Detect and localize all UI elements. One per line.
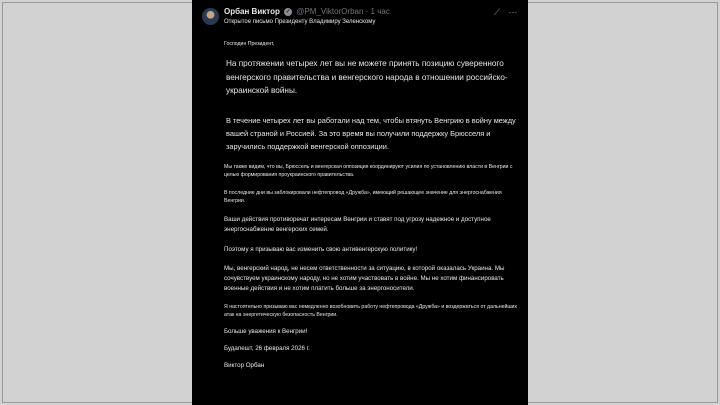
letter-paragraph: Я настоятельно призываю вас немедленно возобновить работу нефтепровода «Дружба» и воздержаться от дальнейших атак на энергетическую безопасность Венгрии.: [224, 303, 518, 318]
author-name[interactable]: Орбан Виктор: [224, 7, 280, 16]
author-handle[interactable]: @PM_ViktorOrban: [296, 7, 364, 16]
letter-paragraph: Мы также видим, что вы, Брюссель и венгерская оппозиция координируют усилия по установлению власти в Венгрии с целью формирования проукраинского правительства.: [224, 163, 513, 178]
verified-badge-icon: ✓: [285, 8, 291, 15]
letter-paragraph: Больше уважения к Венгрии!: [224, 327, 308, 335]
letter-paragraph: На протяжении четырех лет вы не можете принять позицию суверенного венгерского правительства и венгерского народа в отношении российско-украинской войны.: [226, 59, 508, 95]
letter-paragraph: В последние дни вы заблокировали нефтепровод «Дружба», имеющий решающее значение для энергоснабжения Венгрии.: [224, 189, 502, 204]
avatar[interactable]: [202, 8, 219, 25]
letter-signature: Виктор Орбан: [224, 361, 265, 369]
post-header: [224, 7, 390, 16]
letter-paragraph: В течение четырех лет вы работали над тем, чтобы втянуть Венгрию в войну между вашей страной и Россией. За это время вы получили поддержку Брюсселя и заручились поддержкой венгерской оппозиции.: [226, 115, 516, 151]
letter-paragraph: Мы, венгерский народ, не несем ответственности за ситуацию, в которой оказалась Украина. Мы сочувствуем украинскому народу, но не хотим участвовать в войне. Мы не хотим финансировать военные действия и не хотим платить больше за энергоносители.: [224, 264, 505, 292]
letter-paragraph: Ваши действия противоречат интересам Венгрии и ставят под угрозу надежное и доступное энергоснабжение венгерских семей.: [224, 215, 491, 233]
letter-paragraph: Поэтому я призываю вас изменить свою антивенгерскую политику!: [224, 245, 418, 253]
letter-paragraph: Господин Президент,: [224, 41, 275, 47]
more-options-icon[interactable]: ⋯: [508, 7, 518, 17]
post-card: [192, 0, 528, 405]
letter-paragraph: Будапешт, 26 февраля 2026 г.: [224, 344, 310, 352]
post-time[interactable]: · 1 час: [365, 7, 390, 16]
letter-body: [224, 40, 522, 371]
grok-icon[interactable]: ⟋: [493, 7, 501, 17]
post-subtitle: Открытое письмо Президенту Владимиру Зеленскому: [224, 19, 376, 25]
